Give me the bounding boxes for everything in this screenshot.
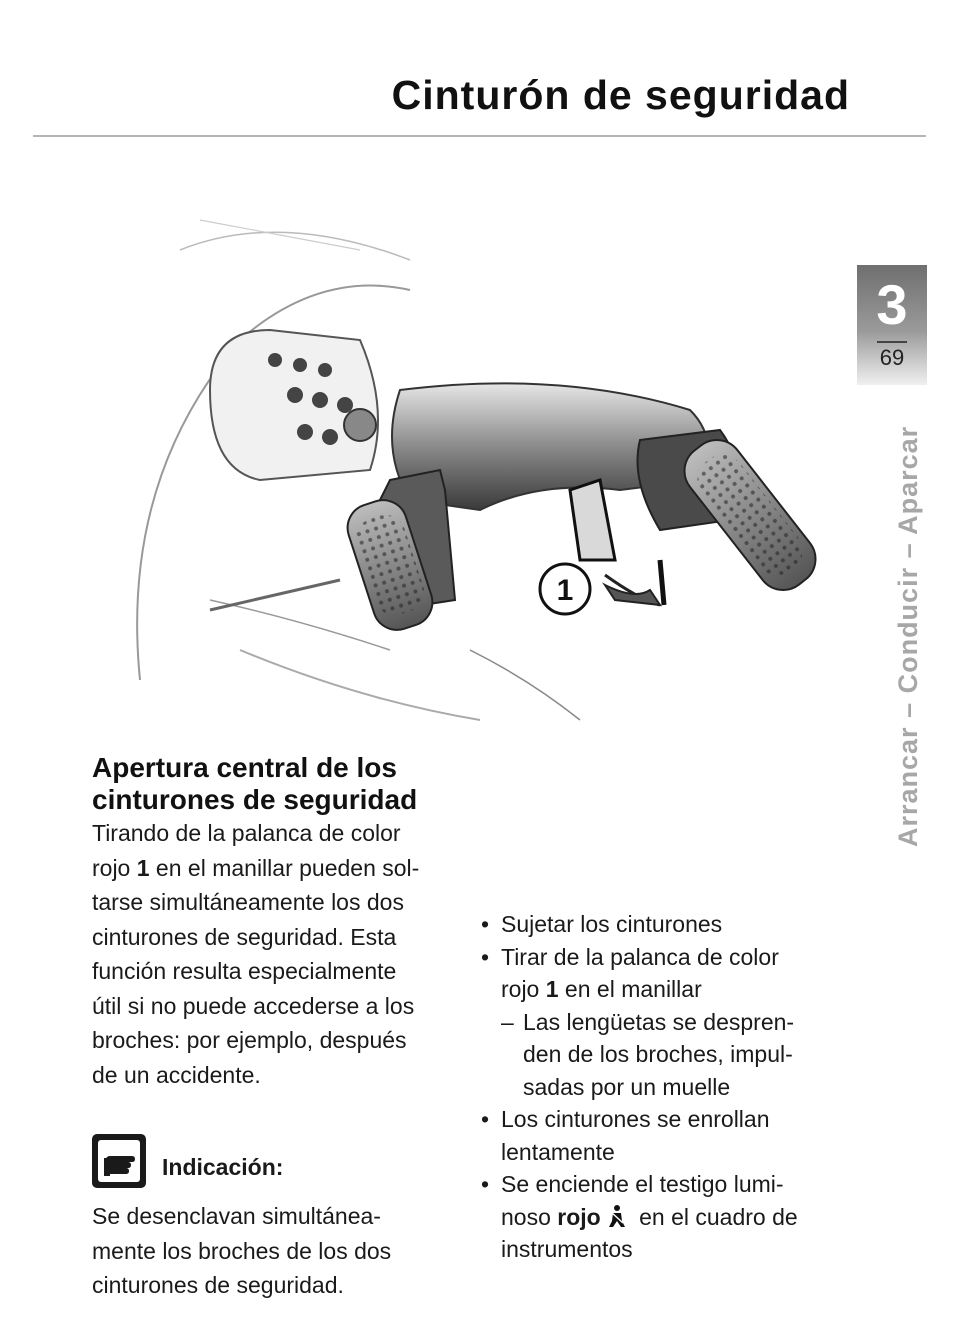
note-line: cinturones de seguridad. <box>92 1272 344 1298</box>
step-text-part: en el manillar <box>558 976 702 1002</box>
step-text-part: en el cuadro de <box>632 1203 798 1230</box>
step-text: Los cinturones se enrollan <box>501 1106 770 1132</box>
callout-number: 1 <box>556 574 574 607</box>
chapter-tab <box>857 265 927 385</box>
step-text: instrumentos <box>501 1236 633 1262</box>
list-item <box>479 1103 879 1168</box>
body-line: broches: por ejemplo, después <box>92 1027 407 1053</box>
step-text: lentamente <box>501 1138 615 1165</box>
list-item <box>479 941 879 1006</box>
callout-ref: 1 <box>136 854 150 881</box>
note-heading: Indicación: <box>162 1154 284 1180</box>
body-line: útil si no puede accederse a los <box>92 992 415 1019</box>
sub-list-item <box>479 1006 879 1104</box>
bullet: • <box>481 911 490 937</box>
step-text <box>501 1201 879 1234</box>
chapter-divider <box>877 341 907 343</box>
chapter-side-label: Arrancar – Conducir – Aparcar <box>893 425 923 847</box>
body-paragraph <box>92 816 472 1092</box>
note-text <box>92 1199 472 1303</box>
callout-ref: 1 <box>545 976 559 1002</box>
steps-list <box>479 908 879 1266</box>
page-number: 69 <box>879 345 905 370</box>
seatbelt-warning-icon <box>607 1204 627 1228</box>
step-text: Se enciende el testigo lumi- <box>501 1171 784 1197</box>
list-item <box>479 1168 879 1266</box>
step-text: Tirar de la palanca de color <box>501 943 779 970</box>
chapter-number: 3 <box>876 273 908 336</box>
handlebar-illustration <box>60 180 820 750</box>
body-line: tarse simultáneamente los dos <box>92 889 404 915</box>
bullet: • <box>481 1106 490 1132</box>
step-text-bold: rojo <box>557 1203 601 1230</box>
substep-text: den de los broches, impul- <box>523 1041 793 1067</box>
list-item <box>479 908 879 941</box>
body-line <box>92 851 472 886</box>
step-text-part: rojo <box>501 976 546 1002</box>
note-block <box>92 1134 472 1303</box>
bullet: • <box>481 1171 490 1197</box>
step-text <box>501 973 879 1006</box>
substep-text: Las lengüetas se despren- <box>523 1008 795 1035</box>
section-heading-line: cinturones de seguridad <box>92 784 418 815</box>
hand-pointer-icon <box>92 1134 146 1188</box>
bullet: • <box>481 943 490 970</box>
note-line: Se desenclavan simultánea- <box>92 1203 381 1229</box>
body-text: rojo <box>92 854 137 881</box>
body-line: de un accidente. <box>92 1061 261 1088</box>
page-title: Cinturón de seguridad <box>391 72 850 118</box>
dash: – <box>501 1008 514 1035</box>
section-heading-line: Apertura central de los <box>92 752 397 783</box>
title-divider <box>33 135 926 137</box>
substep-text: sadas por un muelle <box>523 1073 731 1100</box>
body-line: función resulta especialmente <box>92 958 397 984</box>
body-text: en el manillar pueden sol- <box>149 854 420 881</box>
body-line: cinturones de seguridad. Esta <box>92 923 397 950</box>
step-text-part: noso <box>501 1203 558 1230</box>
note-line: mente los broches de los dos <box>92 1237 392 1264</box>
step-text: Sujetar los cinturones <box>501 911 723 937</box>
section-heading <box>92 752 492 816</box>
body-line: Tirando de la palanca de color <box>92 820 401 846</box>
